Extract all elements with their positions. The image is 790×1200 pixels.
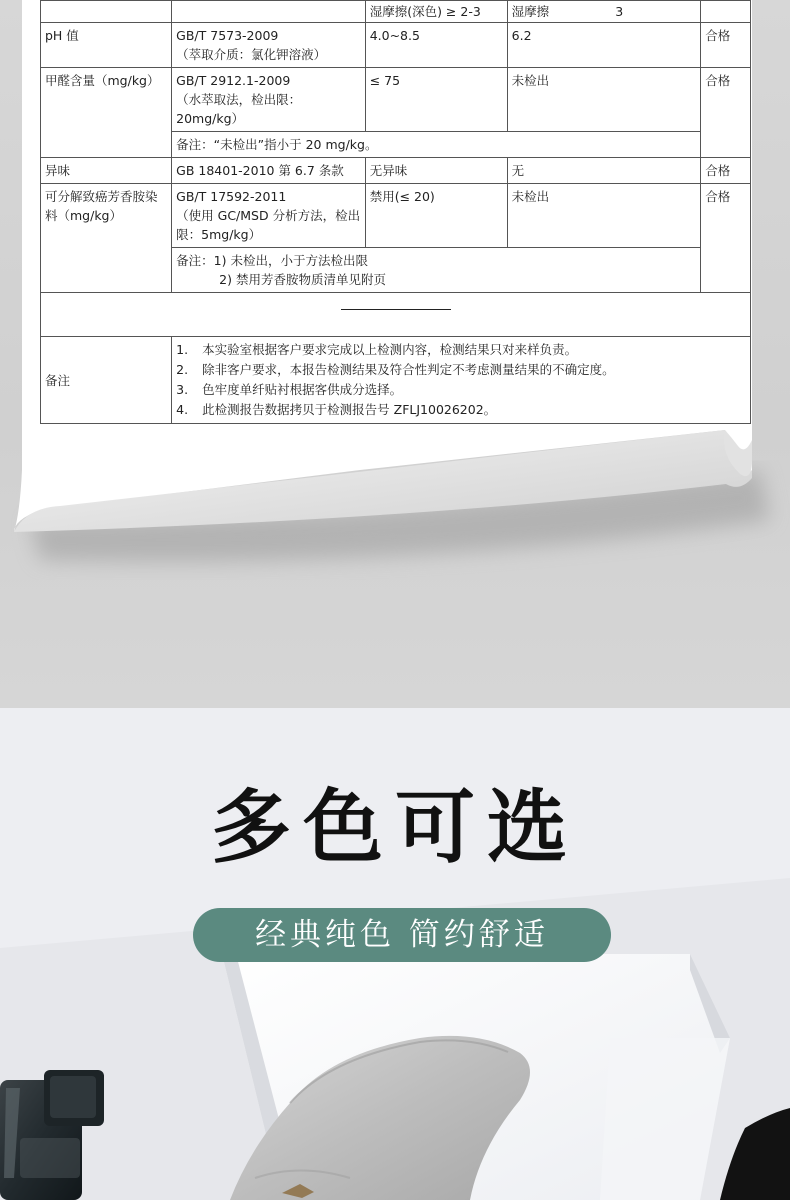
separator-row (41, 293, 751, 337)
item-text: 色牢度单纤贴衬根据客供成分选择。 (202, 382, 403, 397)
table-row (41, 23, 751, 68)
remarks-label (41, 337, 172, 424)
test-item: 可分解致癌芳香胺染料（mg/kg） (41, 184, 172, 293)
end-divider (341, 309, 451, 310)
result: 无 (507, 158, 701, 184)
table-row (41, 158, 751, 184)
method-standard: GB/T 17592-2011 (176, 189, 287, 204)
item-text: 除非客户要求，本报告检测结果及符合性判定不考虑测量结果的不确定度。 (202, 362, 615, 377)
test-method (172, 184, 366, 248)
test-item: 异味 (41, 158, 172, 184)
item-number: 2. (176, 362, 189, 377)
test-method: GB 18401-2010 第 6.7 条款 (172, 158, 366, 184)
remarks-list (172, 337, 751, 424)
list-item (176, 340, 746, 360)
list-item (176, 380, 746, 400)
table-cell: 湿摩擦(深色) ≥ 2-3 (365, 1, 507, 23)
test-method (172, 23, 366, 68)
headline: 多色可选 (211, 781, 579, 874)
table-cell (41, 1, 172, 23)
item-text: 此检测报告数据拷贝于检测报告号 ZFLJ10026202。 (202, 402, 497, 417)
cell-note (172, 248, 701, 293)
test-item: 甲醛含量（mg/kg） (41, 68, 172, 158)
table-row (41, 184, 751, 248)
result: 6.2 (507, 23, 701, 68)
cell-note: 备注：“未检出”指小于 20 mg/kg。 (172, 132, 701, 158)
item-number: 1. (176, 342, 189, 357)
table-cell (172, 1, 366, 23)
table-cell (701, 1, 751, 23)
method-standard: GB/T 2912.1-2009 (176, 73, 291, 88)
table-row (41, 1, 751, 23)
result: 未检出 (507, 184, 701, 248)
requirement: 禁用(≤ 20) (365, 184, 507, 248)
requirement: 无异味 (365, 158, 507, 184)
item-text: 本实验室根据客户要求完成以上检测内容，检测结果只对来样负责。 (202, 342, 578, 357)
verdict: 合格 (701, 68, 751, 158)
cell-value: 3 (615, 4, 624, 19)
note-line-2: 2) 禁用芳香胺物质清单见附页 (219, 272, 386, 287)
tagline-pill: 经典纯色 简约舒适 (193, 908, 611, 962)
method-note: （使用 GC/MSD 分析方法，检出限：5mg/kg） (176, 208, 361, 242)
item-number: 3. (176, 382, 189, 397)
table-row (41, 293, 751, 337)
method-standard: GB/T 7573-2009 (176, 28, 279, 43)
item-number: 4. (176, 402, 189, 417)
table-cell (507, 1, 701, 23)
test-report-table (40, 0, 751, 424)
result: 未检出 (507, 68, 701, 132)
table-row (41, 337, 751, 424)
test-method (172, 68, 366, 132)
product-scene (0, 708, 790, 1200)
table-row (41, 68, 751, 132)
note-line-1: 备注：1) 未检出，小于方法检出限 (176, 253, 368, 268)
method-note: （水萃取法，检出限：20mg/kg） (176, 92, 302, 126)
verdict: 合格 (701, 158, 751, 184)
verdict: 合格 (701, 23, 751, 68)
remarks-label-text: 备注 (45, 372, 71, 388)
method-note: （萃取介质：氯化钾溶液） (176, 47, 327, 62)
requirement: ≤ 75 (365, 68, 507, 132)
requirement: 4.0~8.5 (365, 23, 507, 68)
list-item (176, 400, 746, 420)
test-item: pH 值 (41, 23, 172, 68)
list-item (176, 360, 746, 380)
verdict: 合格 (701, 184, 751, 293)
cell-text: 湿摩擦 (511, 4, 550, 19)
